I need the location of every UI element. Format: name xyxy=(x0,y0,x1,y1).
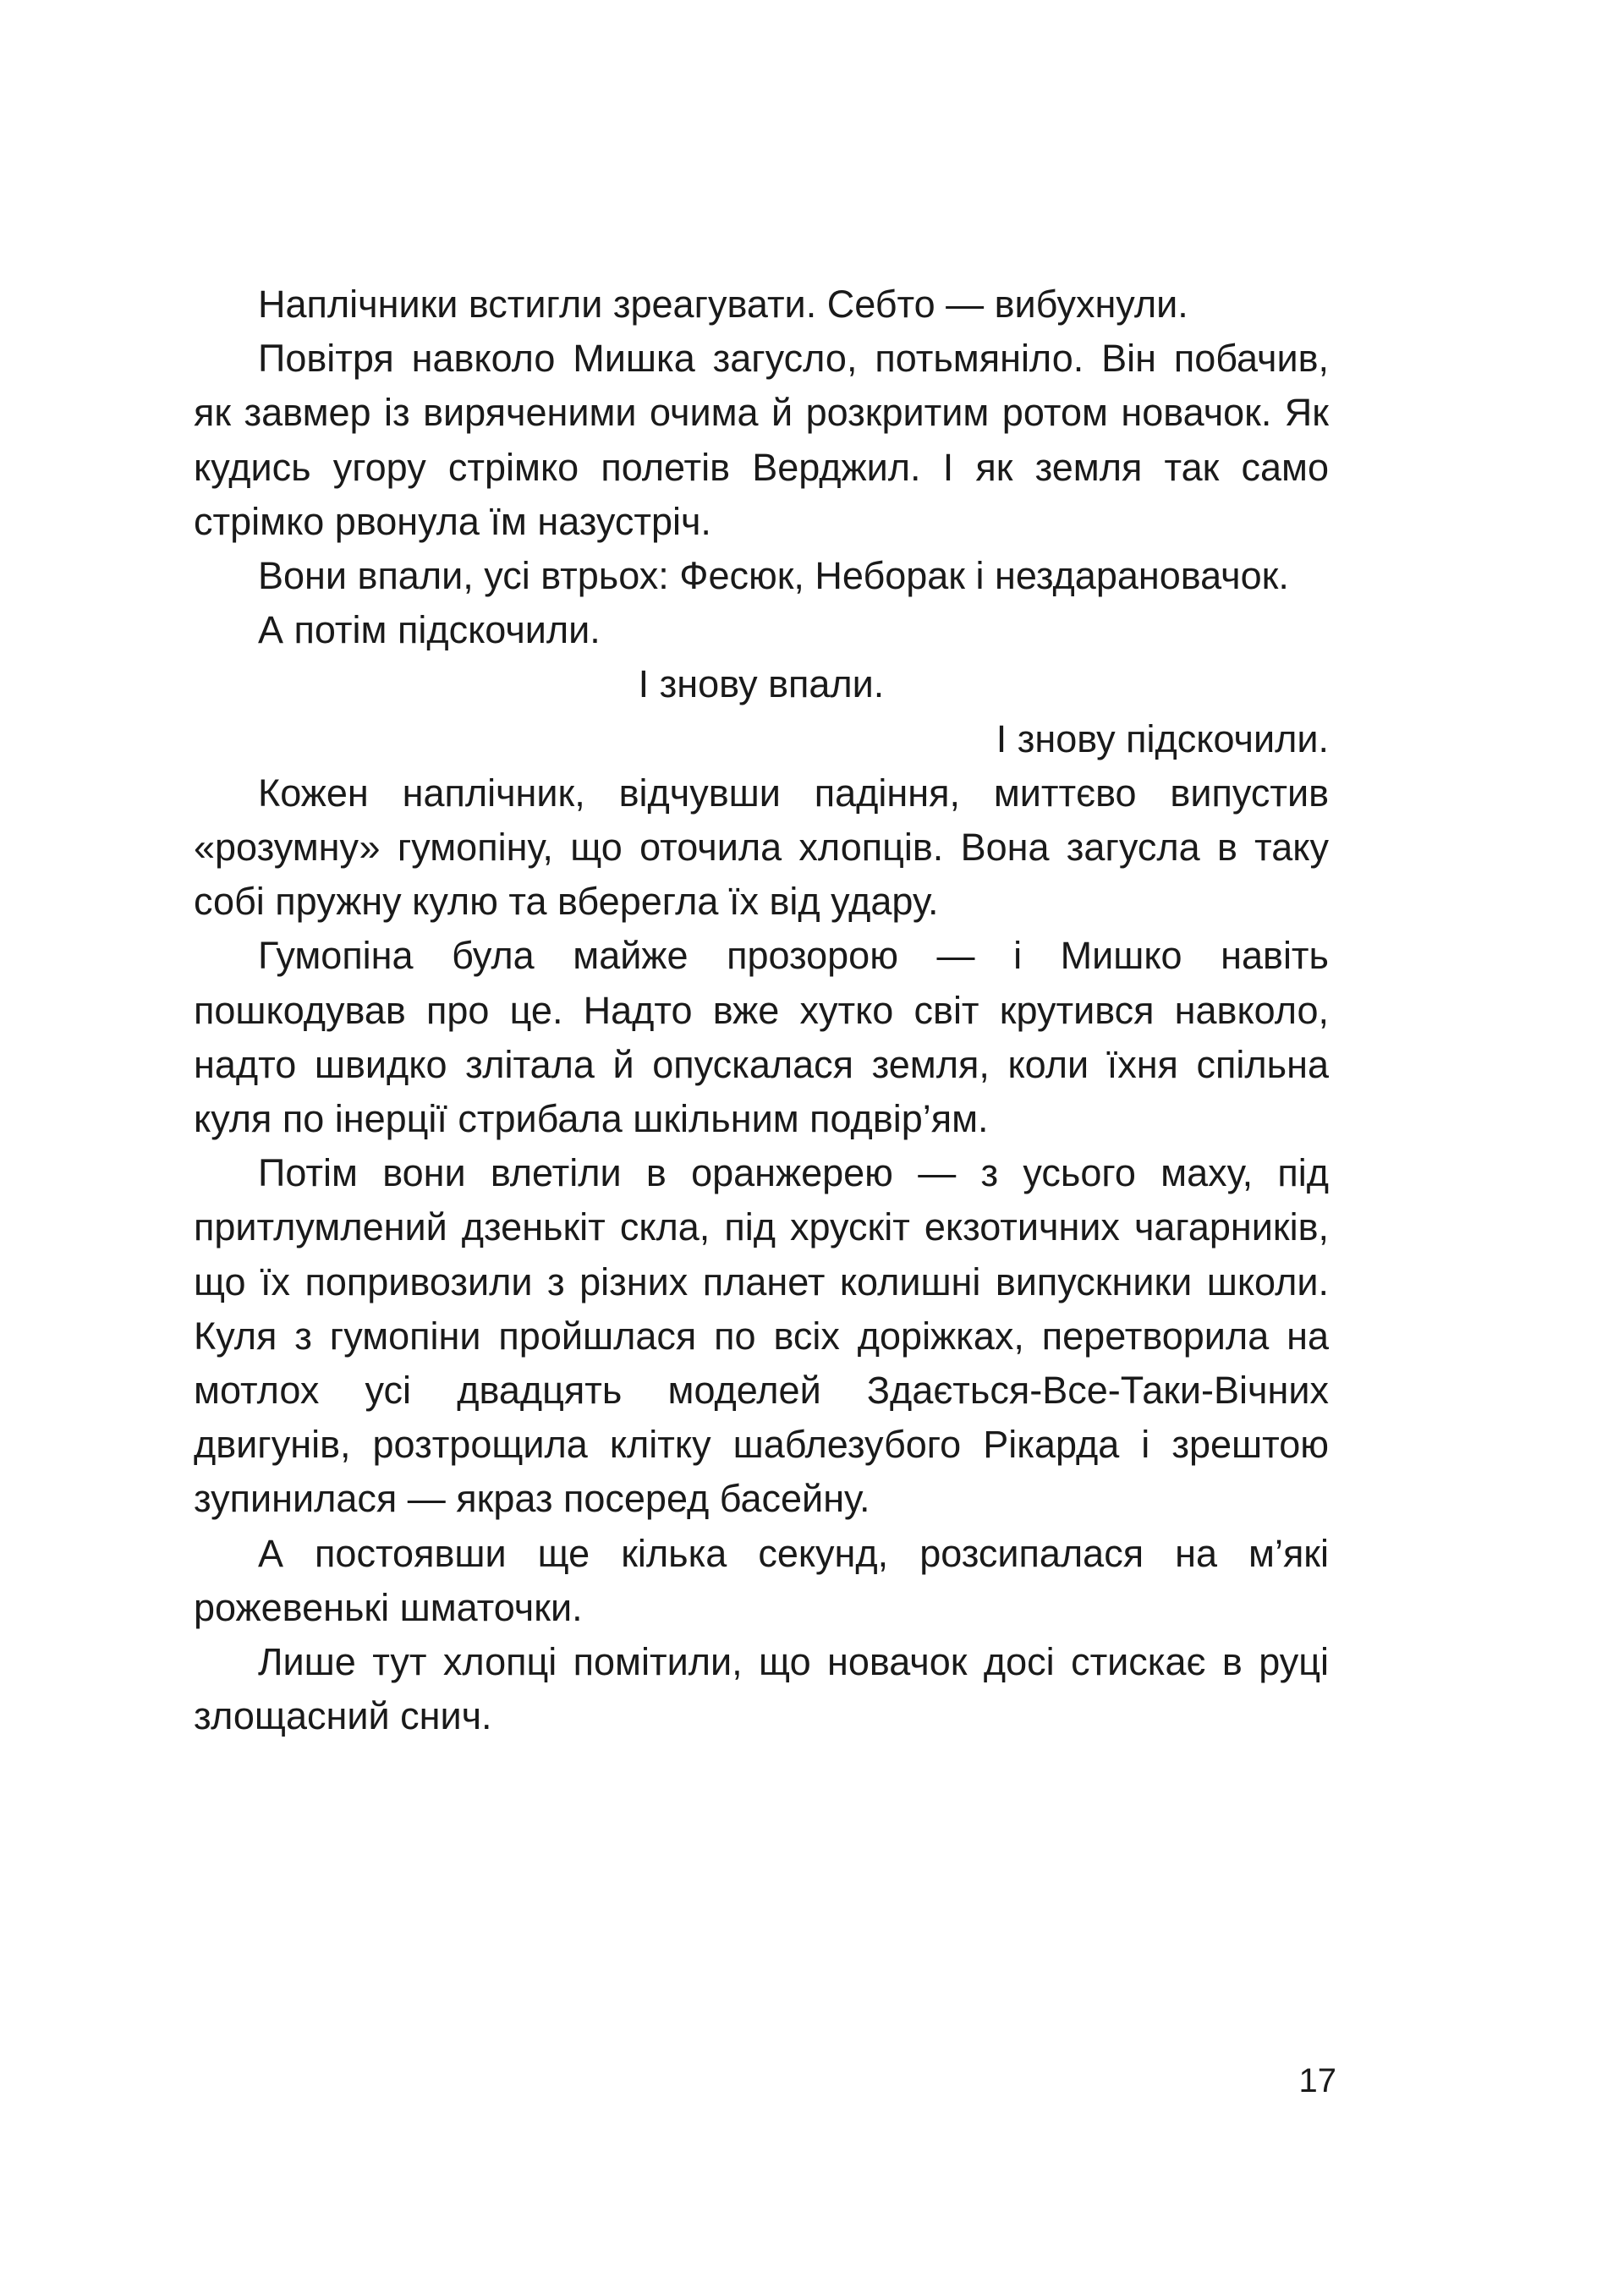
paragraph-1: Наплічники встигли зреагувати. Себто — вибухнули. xyxy=(258,283,1188,326)
body-text xyxy=(194,277,1329,1743)
page-number: 17 xyxy=(1298,2062,1336,2099)
paragraph-10: А постоявши ще кілька секунд, розсипалася на м’які рожевенькі шматочки. xyxy=(194,1531,1329,1629)
paragraph-11: Лише тут хлопці помітили, що новачок досі стискає в руці злощасний снич. xyxy=(194,1640,1329,1738)
paragraph-3: Вони впали, усі втрьох: Фесюк, Неборак і нездарановачок. xyxy=(258,554,1289,598)
paragraph-6-right: І знову підскочили. xyxy=(996,716,1329,760)
paragraph-5-centered: І знову впали. xyxy=(638,662,885,706)
paragraph-2: Повітря навколо Мишка загусло, потьмяніло. Він побачив, як завмер із виряченими очима й розкритим ротом новачок. Як кудись угору стрімко полетів Верджил. І як земля так само стрімко рвонула їм назустріч. xyxy=(194,337,1329,543)
paragraph-4: А потім підскочили. xyxy=(258,608,601,652)
paragraph-9: Потім вони влетіли в оранжерею — з усього маху, під притлумлений дзенькіт скла, під хрускіт екзотичних чагарників, що їх попривозили з різних планет колишні випускники школи. Куля з гумопіни пройшлася по всіх доріжках, перетворила на мотлох усі двадцять моделей Здається-Все-Таки-Вічних двигунів, розтрощила клітку шаблезубого Рікарда і зрештою зупинилася — якраз посеред басейну. xyxy=(194,1151,1329,1521)
paragraph-7: Кожен наплічник, відчувши падіння, миттєво випустив «розумну» гумопіну, що оточила хлопців. Вона загусла в таку собі пружну кулю та вберегла їх від удару. xyxy=(194,771,1329,924)
paragraph-8: Гумопіна була майже прозорою — і Мишко навіть пошкодував про це. Надто вже хутко світ крутився навколо, надто швидко злітала й опускалася земля, коли їхня спільна куля по інерції стрибала шкільним подвір’ям. xyxy=(194,934,1329,1141)
